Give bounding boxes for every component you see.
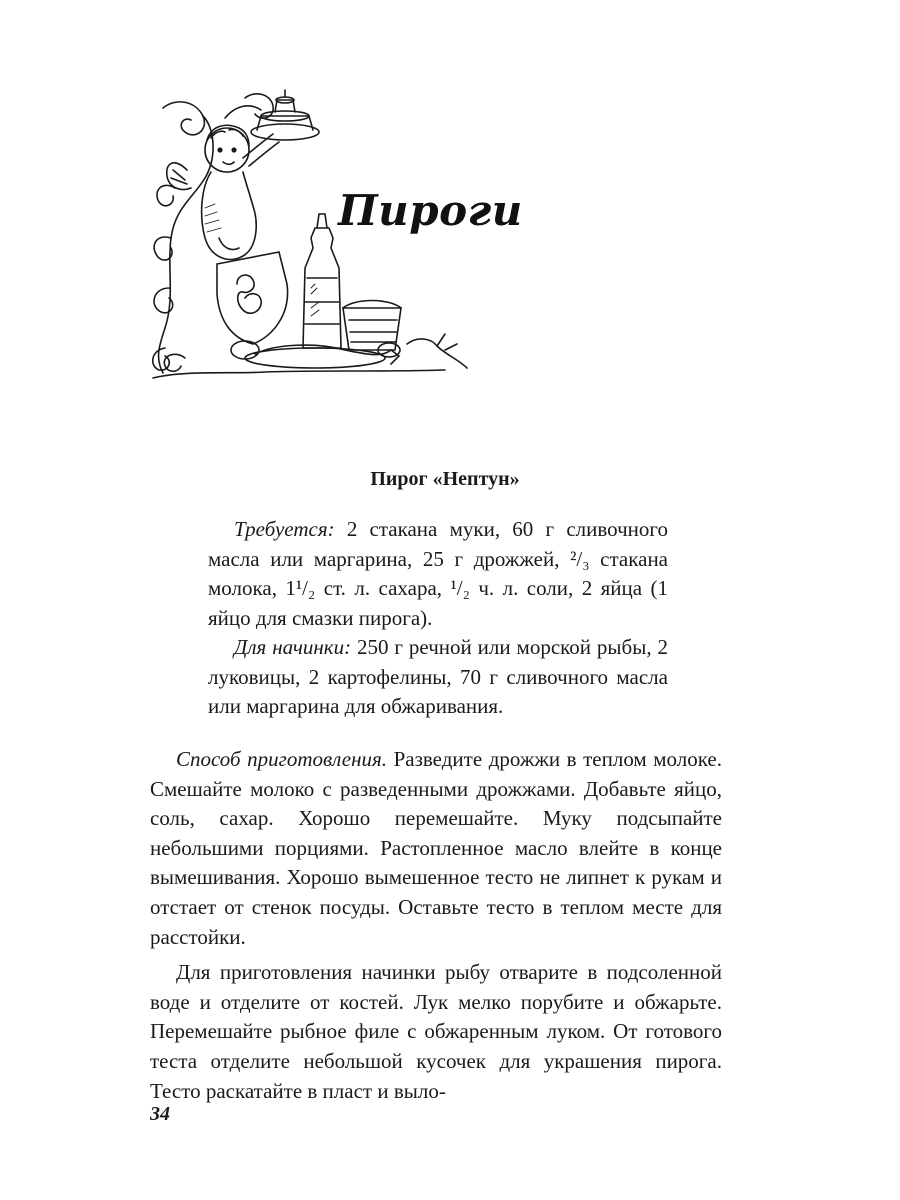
page-number: 34 — [150, 1103, 170, 1125]
cherub-pie-engraving — [145, 88, 475, 388]
filling-text: 250 г речной или морской рыбы, 2 луковицы, 2 картофелины, 70 г сливочного масла или маргарина для обжаривания. — [208, 635, 668, 718]
method-label: Способ приготовления. — [176, 747, 388, 771]
required-text: 2 стакана муки, 60 г сливочного масла или маргарина, 25 г дрожжей, ²/₃ стакана молока, 1¹/₂ ст. л. сахара, ¹/₂ ч. л. соли, 2 яйца (1 яйцо для смазки пирога). — [208, 517, 668, 630]
chapter-title: Пироги — [338, 186, 523, 235]
chapter-vignette-illustration — [145, 88, 475, 388]
required-ingredients — [208, 515, 668, 633]
required-label: Требуется: — [234, 517, 335, 541]
ingredients-block — [208, 515, 668, 722]
method-paragraph-1 — [150, 745, 722, 952]
recipe-title: Пирог «Нептун» — [370, 468, 520, 490]
filling-ingredients — [208, 633, 668, 722]
method-block — [150, 745, 722, 1106]
method-text-1: Разведите дрожжи в теплом молоке. Смешайте молоко с разведенными дрожжами. Добавьте яйцо, соль, сахар. Хорошо перемешайте. Муку подсыпайте небольшими порциями. Растопленное масло влейте в конце вымешивания. Хорошо вымешенное тесто не липнет к рукам и отстает от стенок посуды. Оставьте тесто в теплом месте для расстойки. — [150, 747, 723, 949]
method-paragraph-2: Для приготовления начинки рыбу отварите в подсоленной воде и отделите от костей. Лук мелко порубите и обжарьте. Перемешайте рыбное филе с обжаренным луком. От готового теста отделите небольшой кусочек для украшения пирога. Тесто раскатайте в пласт и выло- — [150, 960, 722, 1103]
filling-label: Для начинки: — [234, 635, 352, 659]
